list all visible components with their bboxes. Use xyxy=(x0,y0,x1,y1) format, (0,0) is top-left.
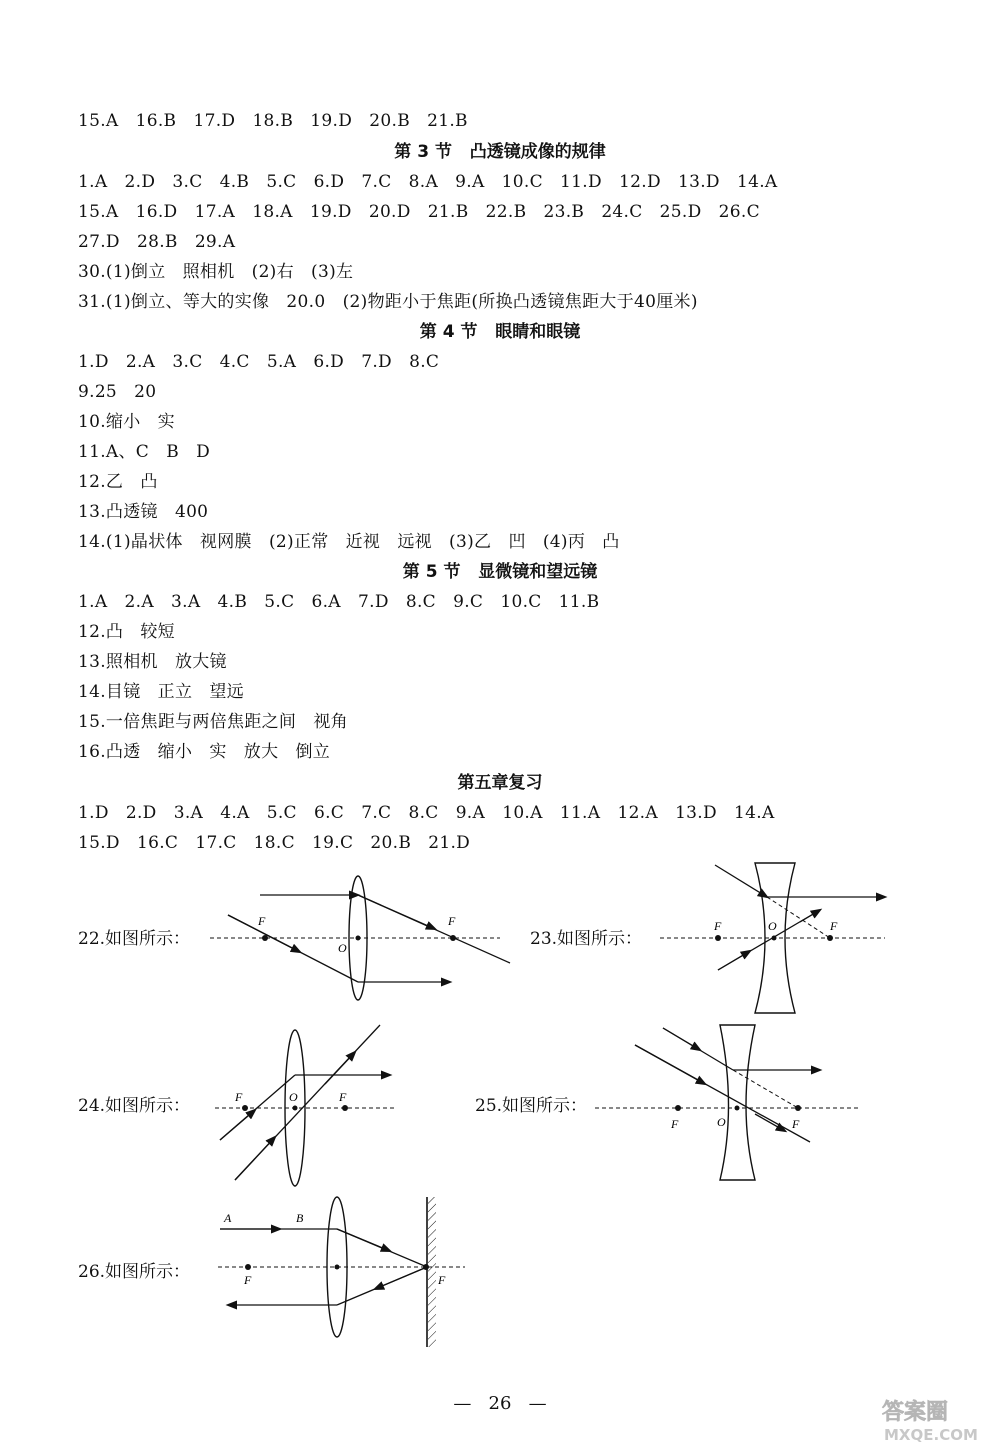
answer-line: 27.D 28.B 29.A xyxy=(78,232,236,252)
focus-label: F xyxy=(448,914,456,928)
figure-label-22: 22.如图所示： xyxy=(78,929,191,949)
focus-label: F xyxy=(258,914,266,928)
section-heading-4: 第 4 节 眼睛和眼镜 xyxy=(419,322,581,342)
point-b-label: B xyxy=(296,1211,304,1225)
answer-line: 10.缩小 实 xyxy=(78,412,175,432)
answer-line: 31.(1)倒立、等大的实像 20.0 (2)物距小于焦距(所换凸透镜焦距大于40厘米) xyxy=(78,292,698,312)
answer-line: 1.A 2.D 3.C 4.B 5.C 6.D 7.C 8.A 9.A 10.C 11.D 12.D 13.D 14.A xyxy=(78,172,778,192)
svg-text:MXQE.COM: MXQE.COM xyxy=(884,1426,978,1444)
concave-lens-ray-diagram xyxy=(595,1020,865,1185)
answer-line: 1.A 2.A 3.A 4.B 5.C 6.A 7.D 8.C 9.C 10.C 11.B xyxy=(78,592,600,612)
optical-center-label: O xyxy=(289,1090,298,1104)
answer-line: 15.A 16.B 17.D 18.B 19.D 20.B 21.B xyxy=(78,111,468,131)
convex-lens-ray-diagram xyxy=(205,1020,405,1190)
page-number: — 26 — xyxy=(453,1393,547,1414)
answer-line: 14.目镜 正立 望远 xyxy=(78,682,244,702)
answer-line: 9.25 20 xyxy=(78,382,157,402)
optical-center-label: O xyxy=(768,919,777,933)
answer-line: 15.一倍焦距与两倍焦距之间 视角 xyxy=(78,712,348,732)
focus-label: F xyxy=(830,919,838,933)
figure-25-concave-lens-diagram xyxy=(595,1020,865,1185)
section-heading-5: 第 5 节 显微镜和望远镜 xyxy=(402,562,598,582)
figure-26-lens-mirror-diagram xyxy=(210,1192,480,1357)
focus-label: F xyxy=(714,919,722,933)
figure-label-23: 23.如图所示： xyxy=(530,929,643,949)
concave-lens-ray-diagram xyxy=(650,860,890,1020)
answer-line: 13.照相机 放大镜 xyxy=(78,652,227,672)
figure-23-concave-lens-diagram xyxy=(650,860,890,1020)
focus-label: F xyxy=(339,1090,347,1104)
answer-line: 1.D 2.A 3.C 4.C 5.A 6.D 7.D 8.C xyxy=(78,352,440,372)
figure-22-convex-lens-diagram xyxy=(200,870,520,1010)
lens-and-plane-mirror-diagram xyxy=(210,1192,480,1357)
focus-label: F xyxy=(671,1117,679,1131)
convex-lens-ray-diagram xyxy=(200,870,520,1010)
focus-label: F xyxy=(235,1090,243,1104)
figure-label-26: 26.如图所示： xyxy=(78,1262,191,1282)
point-a-label: A xyxy=(224,1211,232,1225)
answer-line: 12.凸 较短 xyxy=(78,622,175,642)
answer-line: 13.凸透镜 400 xyxy=(78,502,209,522)
answer-line: 15.D 16.C 17.C 18.C 19.C 20.B 21.D xyxy=(78,833,471,853)
answer-line: 1.D 2.D 3.A 4.A 5.C 6.C 7.C 8.C 9.A 10.A 11.A 12.A 13.D 14.A xyxy=(78,803,775,823)
answer-line: 12.乙 凸 xyxy=(78,472,158,492)
optical-center-label: O xyxy=(717,1115,726,1129)
answer-line: 14.(1)晶状体 视网膜 (2)正常 近视 远视 (3)乙 凹 (4)丙 凸 xyxy=(78,532,620,552)
chapter-review-heading: 第五章复习 xyxy=(457,773,543,793)
figure-label-25: 25.如图所示： xyxy=(475,1096,588,1116)
answer-line: 11.A、C B D xyxy=(78,442,211,462)
answer-line: 30.(1)倒立 照相机 (2)右 (3)左 xyxy=(78,262,354,282)
answer-line: 16.凸透 缩小 实 放大 倒立 xyxy=(78,742,331,762)
figure-24-convex-lens-diagram xyxy=(205,1020,405,1190)
svg-text:答案圈: 答案圈 xyxy=(882,1400,949,1425)
focus-label: F xyxy=(244,1273,252,1287)
figure-label-24: 24.如图所示： xyxy=(78,1096,191,1116)
answer-line: 15.A 16.D 17.A 18.A 19.D 20.D 21.B 22.B 23.B 24.C 25.D 26.C xyxy=(78,202,760,222)
watermark-icon xyxy=(880,1395,990,1445)
watermark-logo xyxy=(880,1395,990,1445)
section-heading-3: 第 3 节 凸透镜成像的规律 xyxy=(394,142,606,162)
focus-label: F xyxy=(438,1273,446,1287)
optical-center-label: O xyxy=(338,941,347,955)
focus-label: F xyxy=(792,1117,800,1131)
